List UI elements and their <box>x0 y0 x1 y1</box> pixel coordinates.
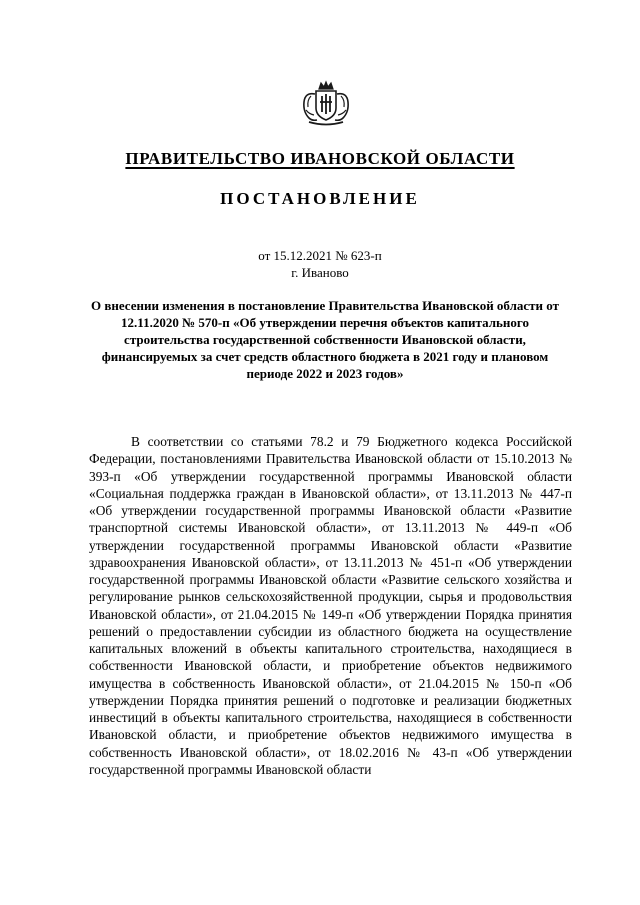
government-title <box>0 148 640 170</box>
document-subject: О внесении изменения в постановление Правительства Ивановской области от 12.11.2020 № 570-п «Об утверждении перечня объектов капитального строительства государственной собственности Ивановской области, финансируемых за счет средств областного бюджета в 2021 году и плановом периоде 2022 и 2023 годов» <box>90 298 560 381</box>
government-title-text: ПРАВИТЕЛЬСТВО ИВАНОВСКОЙ ОБЛАСТИ <box>125 149 515 168</box>
city: г. Иваново <box>291 265 349 280</box>
coat-of-arms-icon <box>299 80 353 128</box>
document-type-heading: ПОСТАНОВЛЕНИЕ <box>220 189 420 208</box>
date-number: от 15.12.2021 № 623-п <box>258 248 382 263</box>
body-paragraph: В соответствии со статьями 78.2 и 79 Бюджетного кодекса Российской Федерации, постановлениями Правительства Ивановской области от 15.10.2013 № 393-п «Об утверждении государственной программы Ивановской области «Социальная поддержка граждан в Ивановской области», от 13.11.2013 № 447-п «Об утверждении государственной программы Ивановской области «Развитие транспортной системы Ивановской области», от 13.11.2013 № 449-п «Об утверждении государственной программы Ивановской области «Развитие здравоохранения Ивановской области», от 13.11.2013 № 451-п «Об утверждении государственной программы Ивановской области «Развитие сельского хозяйства и регулирование рынков сельскохозяйственной продукции, сырья и продовольствия Ивановской области», от 21.04.2015 № 149-п «Об утверждении Порядка принятия решений о предоставлении субсидии из областного бюджета на осуществление капитальных вложений в объекты капитального строительства, находящиеся в собственности Ивановской области, и приобретение объектов недвижимого имущества в собственность Ивановской области», от 21.04.2015 № 150-п «Об утверждении Порядка принятия решений о подготовке и реализации бюджетных инвестиций в объекты капитального строительства, находящиеся в собственности Ивановской области, и приобретение объектов недвижимого имущества в собственность Ивановской области», от 18.02.2016 № 43-п «Об утверждении государственной программы Ивановской области <box>89 434 572 777</box>
document-meta <box>0 247 640 281</box>
